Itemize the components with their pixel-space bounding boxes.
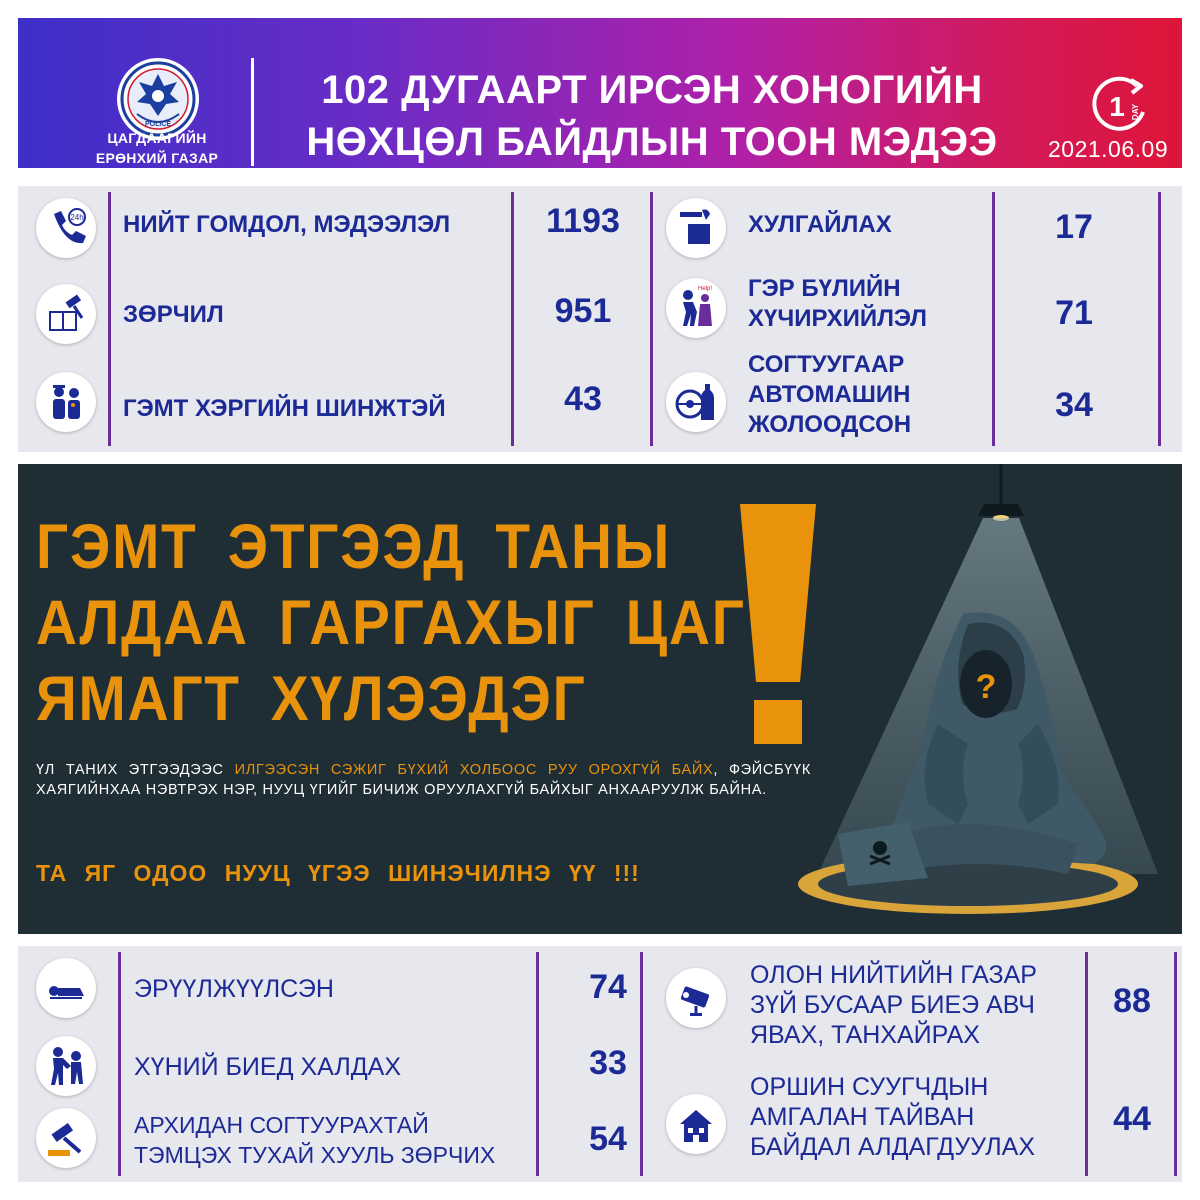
apartment-building-icon xyxy=(666,1094,726,1154)
stat-value-drunk-driving: 34 xyxy=(1055,386,1093,424)
stat-label-line: ЯВАХ, ТАНХАЙРАХ xyxy=(750,1021,980,1049)
stat-value-public-disorder: 88 xyxy=(1113,982,1151,1020)
header-banner xyxy=(18,18,1182,168)
gavel-book-icon xyxy=(36,284,96,344)
exclamation-mark-icon xyxy=(736,504,820,754)
svg-text:24h: 24h xyxy=(70,213,84,222)
stat-label-violations: ЗӨРЧИЛ xyxy=(123,301,224,328)
org-name-line1: ЦАГДААГИЙН xyxy=(107,130,207,146)
column-divider xyxy=(536,952,539,1176)
stat-label-line: АМГАЛАН ТАЙВАН xyxy=(750,1103,975,1131)
body-text-part: , ФЭЙСБҮҮК ХАЯГИЙНХАА НЭВТРЭХ НЭР, НУУЦ ҮГИЙГ БИЧИЖ ОРУУЛАХГҮЙ БАЙХЫГ АНХААРУУЛЖ БАЙНА. xyxy=(36,762,811,798)
body-text-part: ҮЛ ТАНИХ ЭТГЭЭДЭЭС xyxy=(36,762,235,778)
headline-line: ГЭМТ ЭТГЭЭД ТАНЫ xyxy=(36,512,672,582)
warning-headline xyxy=(36,509,746,737)
drunk-person-lying-icon xyxy=(36,958,96,1018)
title-line2: НӨХЦӨЛ БАЙДЛЫН ТООН МЭДЭЭ xyxy=(306,120,998,164)
assault-icon xyxy=(36,1036,96,1096)
stat-value-alcohol-law: 54 xyxy=(589,1120,627,1158)
stat-value-theft: 17 xyxy=(1055,208,1093,246)
stat-label-sobering: ЭРҮҮЛЖҮҮЛСЭН xyxy=(134,975,334,1003)
day-badge-number: 1 xyxy=(1109,91,1125,122)
skull-icon xyxy=(873,841,887,855)
warning-body-text xyxy=(36,760,811,800)
stat-value-residents-peace: 44 xyxy=(1113,1100,1151,1138)
judge-gavel-icon xyxy=(36,1108,96,1168)
header-divider xyxy=(251,58,254,166)
stat-label-line: АРХИДАН СОГТУУРАХТАЙ xyxy=(134,1112,429,1138)
stat-label-residents-peace xyxy=(750,1072,1035,1162)
stat-value-sobering: 74 xyxy=(589,968,627,1006)
report-date: 2021.06.09 xyxy=(1048,136,1169,162)
question-mark-icon: ? xyxy=(975,668,997,706)
stat-label-line: ОЛОН НИЙТИЙН ГАЗАР xyxy=(750,961,1037,989)
stat-label-line: АВТОМАШИН xyxy=(748,381,911,408)
stat-label-total-complaints: НИЙТ ГОМДОЛ, МЭДЭЭЛЭЛ xyxy=(123,211,451,238)
stat-label-domestic-violence xyxy=(748,274,927,334)
page-title xyxy=(262,64,1042,168)
stat-label-line: ГЭР БҮЛИЙН xyxy=(748,275,901,302)
cctv-camera-icon xyxy=(666,968,726,1028)
drunk-driving-icon xyxy=(666,372,726,432)
stat-label-line: СОГТУУГААР xyxy=(748,351,905,378)
warning-call-to-action: ТА ЯГ ОДОО НУУЦ ҮГЭЭ ШИНЭЧИЛНЭ ҮҮ !!! xyxy=(36,860,640,886)
stat-label-alcohol-law xyxy=(134,1110,495,1170)
column-divider xyxy=(511,192,514,446)
day-badge-text: DAY xyxy=(1131,103,1140,121)
column-divider xyxy=(1158,192,1161,446)
title-line1: 102 ДУГААРТ ИРСЭН ХОНОГИЙН xyxy=(321,68,983,112)
stat-value-domestic-violence: 71 xyxy=(1055,294,1093,332)
stat-label-line: ХҮЧИРХИЙЛЭЛ xyxy=(748,305,927,332)
column-divider xyxy=(108,192,111,446)
column-divider xyxy=(118,952,121,1176)
stat-label-line: БАЙДАЛ АЛДАГДУУЛАХ xyxy=(750,1133,1036,1161)
stat-label-line: ЖОЛООДСОН xyxy=(748,411,912,438)
stat-label-theft: ХУЛГАЙЛАХ xyxy=(748,211,892,238)
stat-label-drunk-driving xyxy=(748,350,911,440)
svg-text:Help!: Help! xyxy=(697,286,713,292)
lamp-shade-icon xyxy=(978,504,1024,516)
org-name xyxy=(80,128,234,168)
stats-panel-bottom xyxy=(18,946,1182,1182)
column-divider xyxy=(992,192,995,446)
stat-label-line: ЗҮЙ БУСААР БИЕЭ АВЧ xyxy=(750,991,1035,1019)
headline-line: АЛДАА ГАРГАХЫГ ЦАГ xyxy=(36,588,746,658)
body-text-highlight: ИЛГЭЭСЭН СЭЖИГ БҮХИЙ ХОЛБООС РУУ ОРОХГҮЙ БАЙХ xyxy=(234,762,714,778)
emblem-text: POLICE xyxy=(144,121,172,128)
one-day-icon xyxy=(1091,76,1149,134)
stat-label-assault: ХҮНИЙ БИЕД ХАЛДАХ xyxy=(134,1053,402,1081)
stat-label-line: ОРШИН СУУГЧДЫН xyxy=(750,1073,989,1101)
warning-banner xyxy=(18,464,1182,934)
org-name-line2: ЕРӨНХИЙ ГАЗАР xyxy=(95,150,219,166)
theft-icon xyxy=(666,198,726,258)
stat-label-line: ТЭМЦЭХ ТУХАЙ ХУУЛЬ ЗӨРЧИХ xyxy=(134,1142,496,1168)
stat-label-criminal: ГЭМТ ХЭРГИЙН ШИНЖТЭЙ xyxy=(123,395,446,422)
stat-value-criminal: 43 xyxy=(564,380,602,418)
stat-value-violations: 951 xyxy=(554,292,612,330)
stat-label-public-disorder xyxy=(750,960,1037,1050)
stats-panel-top xyxy=(18,186,1182,452)
stat-value-assault: 33 xyxy=(589,1044,627,1082)
phone-24h-icon xyxy=(36,198,96,258)
domestic-violence-icon xyxy=(666,278,726,338)
police-officers-icon xyxy=(36,372,96,432)
column-divider xyxy=(650,192,653,446)
headline-line: ЯМАГТ ХҮЛЭЭДЭГ xyxy=(36,664,587,734)
stat-value-total-complaints: 1193 xyxy=(546,202,620,240)
